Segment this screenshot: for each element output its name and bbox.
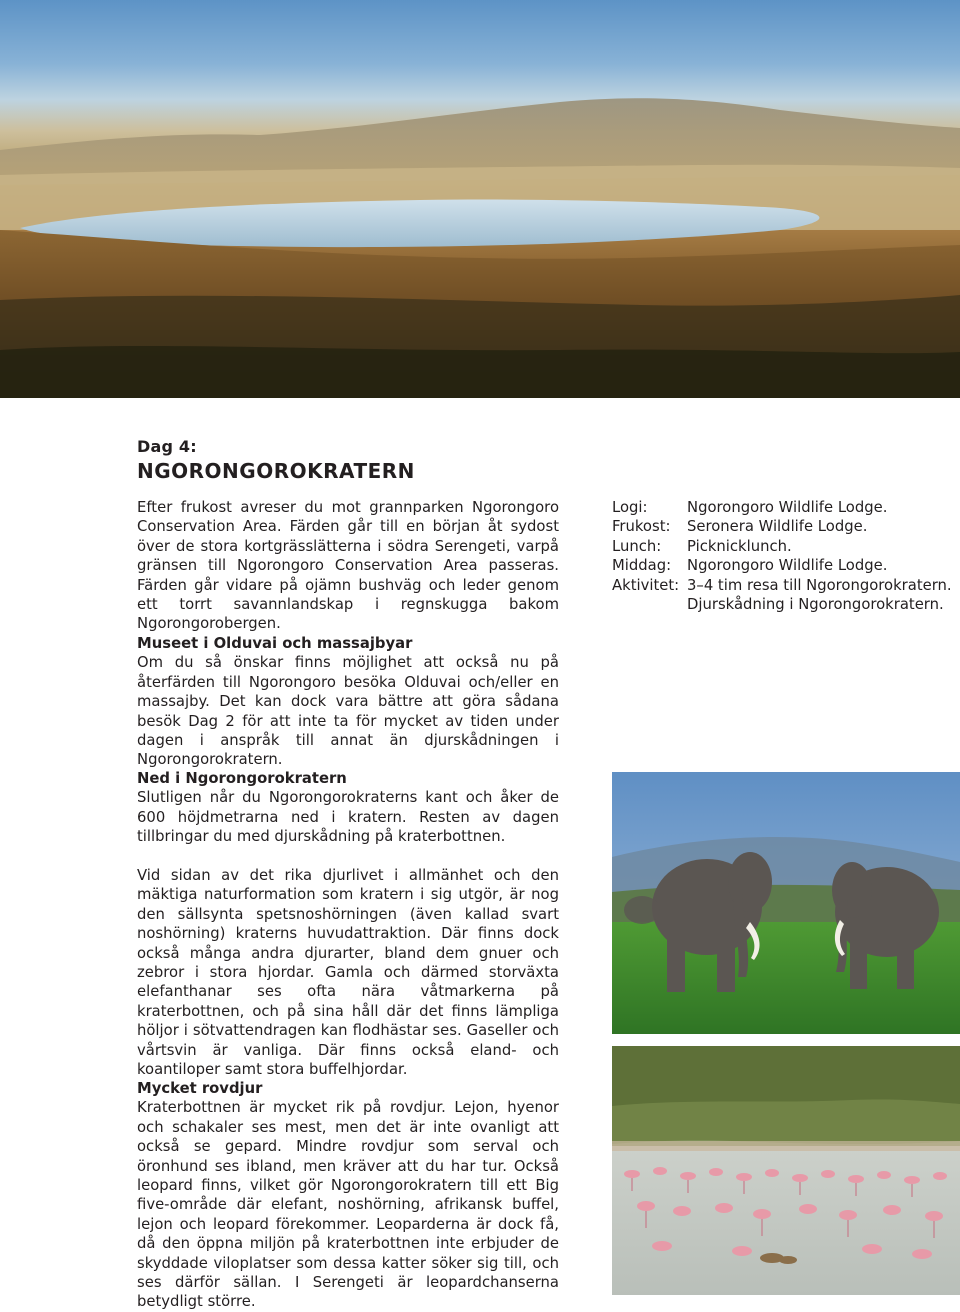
day-title: NGORONGOROKRATERN xyxy=(137,459,415,483)
section-olduvai xyxy=(137,634,559,770)
section-body: Vid sidan av det rika djurlivet i allmänhet och den mäktiga naturformation som kratern i sig utgör, är nog den sällsynta spetsnoshörningen (även kallad svart noshörning) kraterns huvudattraktion. Där finns dock också många andra djurarter, bland dem gnuer och zebror i stora hjordar. Gamla och därmed storväxta elefanthanar ses ofta nära våtmarkerna på kraterbottnen, och på sina håll där det finns lämpliga höljor i sötvattendragen kan flodhästar ses. Gaseller och vårtsvin är vanliga. Där finns också eland- och koantiloper samt stora buffelhjordar. xyxy=(137,867,559,1079)
hero-crater-photo xyxy=(0,0,960,398)
section-wildlife xyxy=(137,866,559,1079)
section-body: Kraterbottnen är mycket rik på rovdjur. Lejon, hyenor och schakaler ses mest, men det är inte ovanligt att också se gepard. Mindre rovdjur som serval och öronhund ses ibland, men kräver att du har tur. Också leopard finns, vilket gör Ngorongorokratern till ett Big five-område där elefant, noshörning, afrikansk buffel, lejon och leopard förekommer. Leoparderna är dock få, då den öppna miljön på kraterbottnen inte erbjuder de skyddade viloplatser som dessa katter söker sig till, och ses därför sällan. I Serengeti är leopardchanserna betydligt större. xyxy=(137,1099,559,1311)
info-key: Logi: xyxy=(612,499,648,516)
itinerary-info xyxy=(612,498,952,614)
day-label: Dag 4: xyxy=(137,437,197,456)
section-heading: Mycket rovdjur xyxy=(137,1080,263,1097)
info-key: Aktivitet: xyxy=(612,576,680,594)
info-row-lunch xyxy=(612,537,952,556)
section-body: Slutligen når du Ngorongorokraterns kant och åker de 600 höjdmetrarna ned i kratern. Resten av dagen tillbringar du med djurskådning på kraterbottnen. xyxy=(137,789,559,846)
info-row-aktivitet xyxy=(612,576,952,595)
info-key: Frukost: xyxy=(612,518,671,536)
section-crater xyxy=(137,769,559,847)
flamingos-illustration xyxy=(612,1046,960,1295)
info-value: Ngorongoro Wildlife Lodge. xyxy=(687,499,888,516)
info-value: 3–4 tim resa till Ngorongorokratern. xyxy=(687,576,952,594)
info-row-frukost xyxy=(612,517,952,536)
info-value: Seronera Wildlife Lodge. xyxy=(687,518,868,536)
section-body: Om du så önskar finns möjlighet att också nu på återfärden till Ngorongoro besöka Olduvai och/eller en massajby. Det kan dock vara bättre att göra sådana besök Dag 2 för att inte ta för mycket av tiden under dagen i anspråk till annat än djurskådningen i Ngorongorokratern. xyxy=(137,654,559,769)
section-heading: Ned i Ngorongorokratern xyxy=(137,770,347,787)
info-key xyxy=(612,595,687,614)
info-row-aktivitet-cont xyxy=(612,595,952,614)
elephants-photo xyxy=(612,772,960,1034)
elephants-illustration xyxy=(612,772,960,1034)
info-row-logi xyxy=(612,498,952,517)
info-row-middag xyxy=(612,556,952,575)
section-heading: Museet i Olduvai och massajbyar xyxy=(137,635,413,652)
info-value: Djurskådning i Ngorongorokratern. xyxy=(687,596,944,614)
info-key: Middag: xyxy=(612,557,672,575)
intro-text: Efter frukost avreser du mot grannparken Ngorongoro Conservation Area. Färden går till en början åt sydost över de stora kortgrässlätterna i södra Serengeti, varpå gränsen till Ngorongoro Conservation Area passeras. Färden går vidare på ojämn bushväg och leder genom ett torrt savannlandskap i regnskugga bakom Ngorongorobergen. xyxy=(137,499,559,633)
info-key: Lunch: xyxy=(612,537,662,555)
flamingos-photo xyxy=(612,1046,960,1295)
intro-paragraph xyxy=(137,498,559,634)
info-value: Ngorongoro Wildlife Lodge. xyxy=(687,557,888,575)
crater-landscape-illustration xyxy=(0,0,960,398)
info-value: Picknicklunch. xyxy=(687,537,792,555)
section-predators xyxy=(137,1079,559,1312)
